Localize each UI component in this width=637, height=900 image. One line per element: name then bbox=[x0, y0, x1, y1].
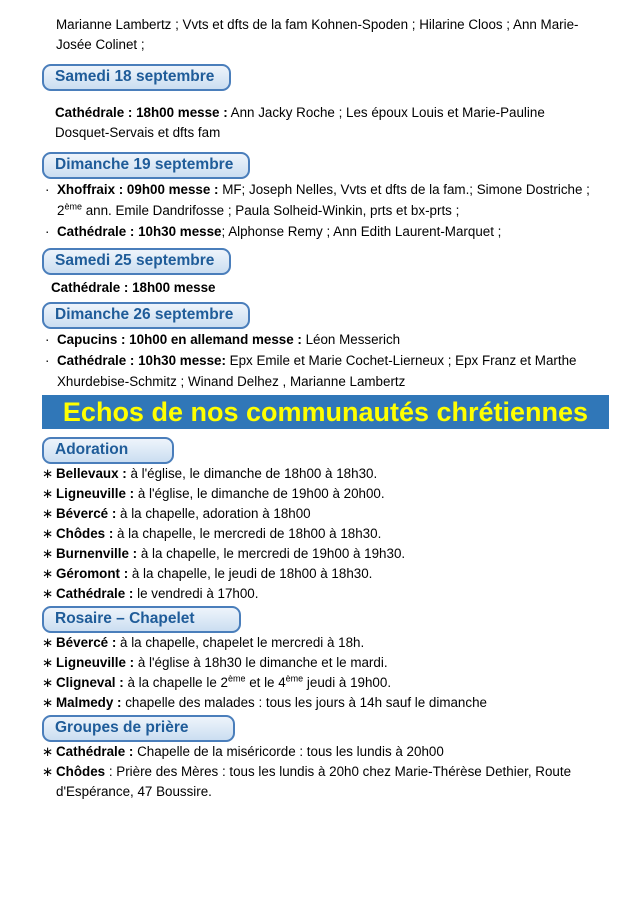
entry-text: à l'église à 18h30 le dimanche et le mardi. bbox=[134, 655, 388, 670]
adoration-entry bbox=[42, 584, 601, 604]
asterisk-bullet-icon: ∗ bbox=[42, 695, 54, 710]
rosaire-entry bbox=[42, 633, 601, 653]
bullet-dot-icon: · bbox=[45, 182, 50, 197]
entry-text: à la chapelle, le jeudi de 18h00 à 18h30. bbox=[128, 566, 373, 581]
adoration-list bbox=[42, 464, 601, 604]
asterisk-bullet-icon: ∗ bbox=[42, 526, 54, 541]
entry-text: le vendredi à 17h00. bbox=[133, 586, 259, 601]
mass-entry-lead: Cathédrale : 10h30 messe: bbox=[57, 353, 226, 368]
date-header-samedi-18-septembre: Samedi 18 septembre bbox=[42, 64, 231, 91]
entry-text: chapelle des malades : tous les jours à 14h sauf le dimanche bbox=[121, 695, 487, 710]
mass-list-dimanche-19 bbox=[42, 179, 601, 242]
asterisk-bullet-icon: ∗ bbox=[42, 506, 54, 521]
community-header-adoration: Adoration bbox=[42, 437, 174, 464]
section-banner-echos: Echos de nos communautés chrétiennes bbox=[42, 395, 609, 429]
mass-entry-lead: Cathédrale : 18h00 messe : bbox=[55, 105, 228, 120]
intentions-paragraph: Marianne Lambertz ; Vvts et dfts de la fam Kohnen-Spoden ; Hilarine Cloos ; Ann Marie-Josée Colinet ; bbox=[56, 17, 579, 52]
entry-text: à la chapelle, chapelet le mercredi à 18h. bbox=[116, 635, 365, 650]
place-label: Chôdes : bbox=[56, 526, 114, 541]
adoration-entry bbox=[42, 524, 601, 544]
mass-entry-cathedrale-26 bbox=[42, 350, 601, 392]
groupes-entry bbox=[42, 762, 601, 802]
mass-entry-lead: Xhoffraix : 09h00 messe : bbox=[57, 182, 219, 197]
groupes-entry bbox=[42, 742, 601, 762]
asterisk-bullet-icon: ∗ bbox=[42, 655, 54, 670]
entry-text: à l'église, le dimanche de 18h00 à 18h30. bbox=[126, 466, 378, 481]
place-label: Cathédrale : bbox=[56, 744, 134, 759]
place-label: Chôdes bbox=[56, 764, 106, 779]
date-header-dimanche-19-septembre: Dimanche 19 septembre bbox=[42, 152, 250, 179]
bullet-dot-icon: · bbox=[45, 224, 50, 239]
asterisk-bullet-icon: ∗ bbox=[42, 546, 54, 561]
rosaire-entry bbox=[42, 653, 601, 673]
adoration-entry bbox=[42, 504, 601, 524]
mass-entry-text: MF; Joseph Nelles, Vvts et dfts de la fam.; Simone Dostriche ; 2ème ann. Emile Dandrifosse ; Paula Solheid-Winkin, prts et bx-prts ; bbox=[57, 182, 590, 218]
place-label: Ligneuville : bbox=[56, 655, 135, 670]
rosaire-entry bbox=[42, 693, 601, 713]
mass-entry-xhoffraix bbox=[42, 179, 601, 221]
asterisk-bullet-icon: ∗ bbox=[42, 466, 54, 481]
bullet-dot-icon: · bbox=[45, 353, 50, 368]
mass-entry-text: Léon Messerich bbox=[301, 332, 401, 347]
place-label: Bévercé : bbox=[56, 506, 117, 521]
date-header-samedi-25-septembre: Samedi 25 septembre bbox=[42, 248, 231, 275]
asterisk-bullet-icon: ∗ bbox=[42, 586, 54, 601]
asterisk-bullet-icon: ∗ bbox=[42, 566, 54, 581]
mass-entry-capucins bbox=[42, 329, 601, 350]
adoration-entry bbox=[42, 544, 601, 564]
mass-list-dimanche-26 bbox=[42, 329, 601, 392]
place-label: Ligneuville : bbox=[56, 486, 135, 501]
adoration-entry bbox=[42, 464, 601, 484]
place-label: Bévercé : bbox=[56, 635, 117, 650]
entry-text: Chapelle de la miséricorde : tous les lundis à 20h00 bbox=[133, 744, 444, 759]
place-label: Malmedy : bbox=[56, 695, 122, 710]
asterisk-bullet-icon: ∗ bbox=[42, 764, 54, 779]
entry-text: à la chapelle le 2ème et le 4ème jeudi à 19h00. bbox=[123, 673, 392, 690]
community-header-rosaire-chapelet: Rosaire – Chapelet bbox=[42, 606, 241, 633]
entry-text: à la chapelle, adoration à 18h00 bbox=[116, 506, 311, 521]
asterisk-bullet-icon: ∗ bbox=[42, 675, 54, 690]
mass-entry-cathedrale-19 bbox=[42, 221, 601, 242]
entry-text: à la chapelle, le mercredi de 19h00 à 19h30. bbox=[137, 546, 406, 561]
mass-entry-text: Epx Emile et Marie Cochet-Lierneux ; Epx Franz et Marthe Xhurdebise-Schmitz ; Winand Delhez , Marianne Lambertz bbox=[57, 353, 577, 389]
entry-text: : Prière des Mères : tous les lundis à 20h0 chez Marie-Thérèse Dethier, Route d'Espérance, 47 Boussire. bbox=[56, 764, 572, 799]
mass-entry-lead: Cathédrale : 18h00 messe bbox=[51, 280, 216, 295]
place-label: Géromont : bbox=[56, 566, 129, 581]
adoration-entry bbox=[42, 484, 601, 504]
place-label: Burnenville : bbox=[56, 546, 138, 561]
entry-text: à la chapelle, le mercredi de 18h00 à 18h30. bbox=[113, 526, 382, 541]
date-header-dimanche-26-septembre: Dimanche 26 septembre bbox=[42, 302, 250, 329]
mass-entry-samedi-25 bbox=[51, 278, 601, 298]
place-label: Bellevaux : bbox=[56, 466, 127, 481]
place-label: Cathédrale : bbox=[56, 586, 134, 601]
mass-entry-lead: Cathédrale : 10h30 messe bbox=[57, 224, 222, 239]
asterisk-bullet-icon: ∗ bbox=[42, 486, 54, 501]
bullet-dot-icon: · bbox=[45, 332, 50, 347]
mass-entry-samedi-18 bbox=[55, 103, 601, 143]
community-header-groupes-de-priere: Groupes de prière bbox=[42, 715, 235, 742]
adoration-entry bbox=[42, 564, 601, 584]
mass-entry-lead: Capucins : 10h00 en allemand messe : bbox=[57, 332, 302, 347]
asterisk-bullet-icon: ∗ bbox=[42, 635, 54, 650]
mass-entry-text: Ann Jacky Roche ; Les époux Louis et Marie-Pauline Dosquet-Servais et dfts fam bbox=[55, 105, 545, 140]
entry-text: à l'église, le dimanche de 19h00 à 20h00. bbox=[134, 486, 385, 501]
groupes-list bbox=[42, 742, 601, 802]
rosaire-list bbox=[42, 633, 601, 713]
rosaire-entry bbox=[42, 673, 601, 693]
place-label: Cligneval : bbox=[56, 675, 124, 690]
mass-entry-text: ; Alphonse Remy ; Ann Edith Laurent-Marquet ; bbox=[221, 224, 502, 239]
asterisk-bullet-icon: ∗ bbox=[42, 744, 54, 759]
